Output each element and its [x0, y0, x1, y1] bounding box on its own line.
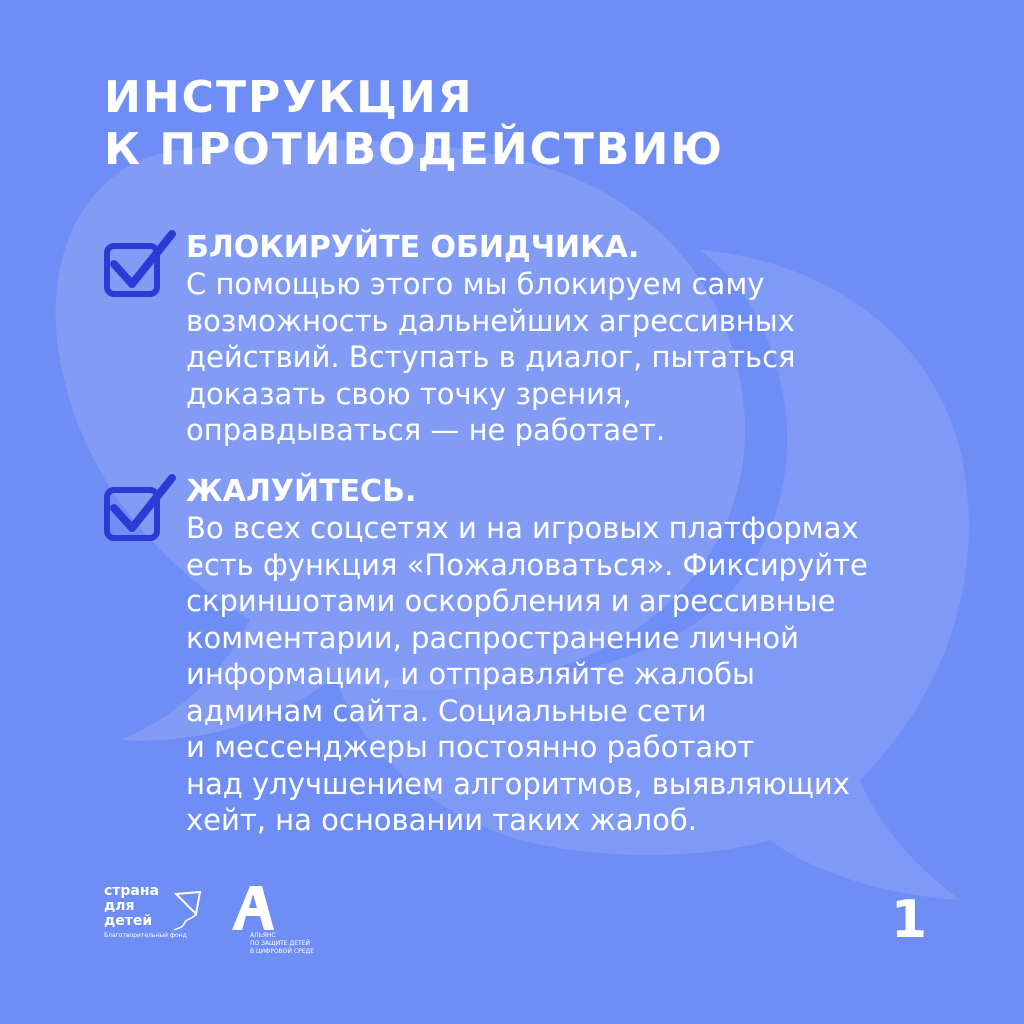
title-line-1: ИНСТРУКЦИЯ [104, 72, 474, 123]
alliance-logo [230, 884, 340, 964]
checkbox-checked-icon [104, 474, 176, 544]
alliance-a-icon [232, 884, 274, 932]
instruction-body: Во всех соцсетях и на игровых платформах есть функция «Пожаловаться». Фиксируйте скриншотами оскорбления и агрессивные комментарии, распространение личной информации, и отправляйте жалобы админам сайта. Социальные сети и мессенджеры постоянно работают над улучшением алгоритмов, выявляющих хейт, на основании таких жалоб. [186, 511, 868, 837]
instruction-heading: БЛОКИРУЙТЕ ОБИДЧИКА. [186, 230, 640, 265]
logo-text-line: детей [104, 913, 153, 929]
strana-dlya-detey-logo [104, 884, 214, 954]
logo-subtitle: Благотворительный фонд [104, 932, 187, 939]
page-number: 1 [890, 890, 928, 950]
alliance-text: АЛЬЯНС ПО ЗАЩИТЕ ДЕТЕЙ В ЦИФРОВОЙ СРЕДЕ [250, 932, 314, 955]
kite-icon [166, 888, 210, 932]
logo-text-line: страна [104, 883, 160, 899]
instruction-heading: ЖАЛУЙТЕСЬ. [186, 474, 417, 509]
instruction-text [186, 474, 946, 839]
instruction-body: С помощью этого мы блокируем саму возможность дальнейших агрессивных действий. Вступать в диалог, пытаться доказать свою точку зрения, оправдываться — не работает. [186, 267, 796, 447]
logo-text-line: для [104, 898, 135, 914]
title-line-2: К ПРОТИВОДЕЙСТВИЮ [104, 124, 724, 175]
page-title [104, 72, 924, 176]
checkbox-checked-icon [104, 230, 176, 300]
instruction-text [186, 230, 946, 449]
